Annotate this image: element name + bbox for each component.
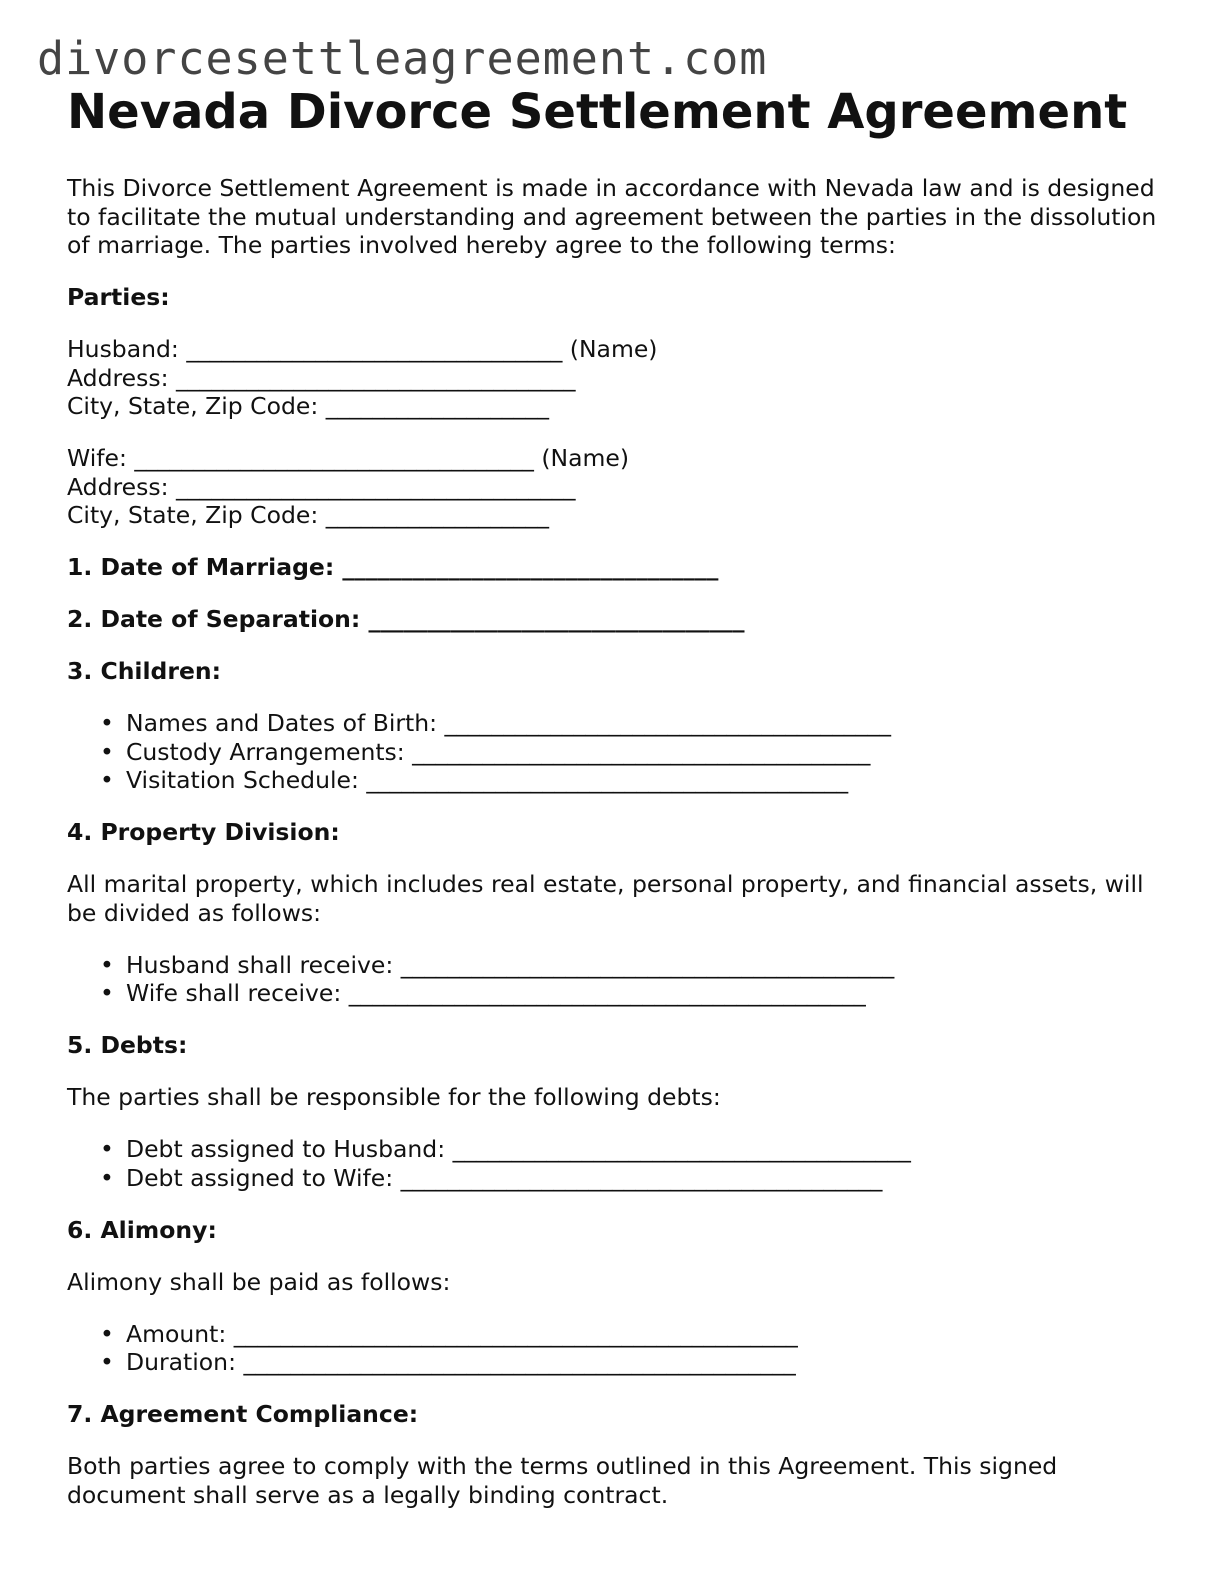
property-list (67, 951, 1167, 1008)
page-title: Nevada Divorce Settlement Agreement (67, 84, 1128, 140)
wife-city-field: City, State, Zip Code: ___________________ (67, 501, 549, 529)
debts-heading: 5. Debts: (67, 1031, 188, 1059)
list-item: • Amount: ________________________________________________ (126, 1320, 1167, 1349)
site-watermark: divorcesettleagreement.com (37, 32, 768, 85)
husband-address-field: Address: __________________________________ (67, 363, 576, 392)
list-item: • Visitation Schedule: _________________________________________ (126, 766, 1167, 795)
property-heading: 4. Property Division: (67, 818, 340, 846)
marriage-date-field: 1. Date of Marriage: ________________________________ (67, 553, 719, 581)
husband-name-field: Husband: ________________________________ (Name) (67, 335, 658, 363)
list-item: • Duration: _______________________________________________ (126, 1348, 1167, 1377)
list-item: • Debt assigned to Husband: _______________________________________ (126, 1135, 1167, 1164)
list-item: • Debt assigned to Wife: _________________________________________ (126, 1164, 1167, 1193)
husband-block (67, 335, 1167, 421)
alimony-text: Alimony shall be paid as follows: (67, 1267, 451, 1296)
list-item: • Husband shall receive: __________________________________________ (126, 951, 1167, 980)
property-text: All marital property, which includes real estate, personal property, and financial assets, will be divided as follows: (67, 870, 1144, 927)
compliance-text: Both parties agree to comply with the terms outlined in this Agreement. This signed document shall serve as a legally binding contract. (67, 1452, 1058, 1509)
document-body (67, 174, 1167, 1509)
compliance-heading: 7. Agreement Compliance: (67, 1400, 419, 1428)
wife-block (67, 444, 1167, 530)
children-heading: 3. Children: (67, 657, 222, 685)
list-item: • Wife shall receive: ____________________________________________ (126, 979, 1167, 1008)
debts-text: The parties shall be responsible for the following debts: (67, 1083, 721, 1111)
children-list (67, 709, 1167, 795)
husband-city-field: City, State, Zip Code: ___________________ (67, 392, 549, 420)
wife-name-field: Wife: __________________________________ (Name) (67, 444, 630, 472)
alimony-heading: 6. Alimony: (67, 1215, 217, 1244)
parties-heading: Parties: (67, 283, 170, 311)
debts-list (67, 1135, 1167, 1192)
list-item: • Custody Arrangements: _______________________________________ (126, 738, 1167, 767)
intro-paragraph: This Divorce Settlement Agreement is made in accordance with Nevada law and is designed to facilitate the mutual understanding and agreement between the parties in the dissolution of marriage. The parties involved hereby agree to the following terms: (67, 174, 1157, 259)
wife-address-field: Address: __________________________________ (67, 472, 576, 501)
alimony-list (67, 1320, 1167, 1377)
list-item: • Names and Dates of Birth: ______________________________________ (126, 709, 1167, 738)
separation-date-field: 2. Date of Separation: ________________________________ (67, 605, 745, 633)
